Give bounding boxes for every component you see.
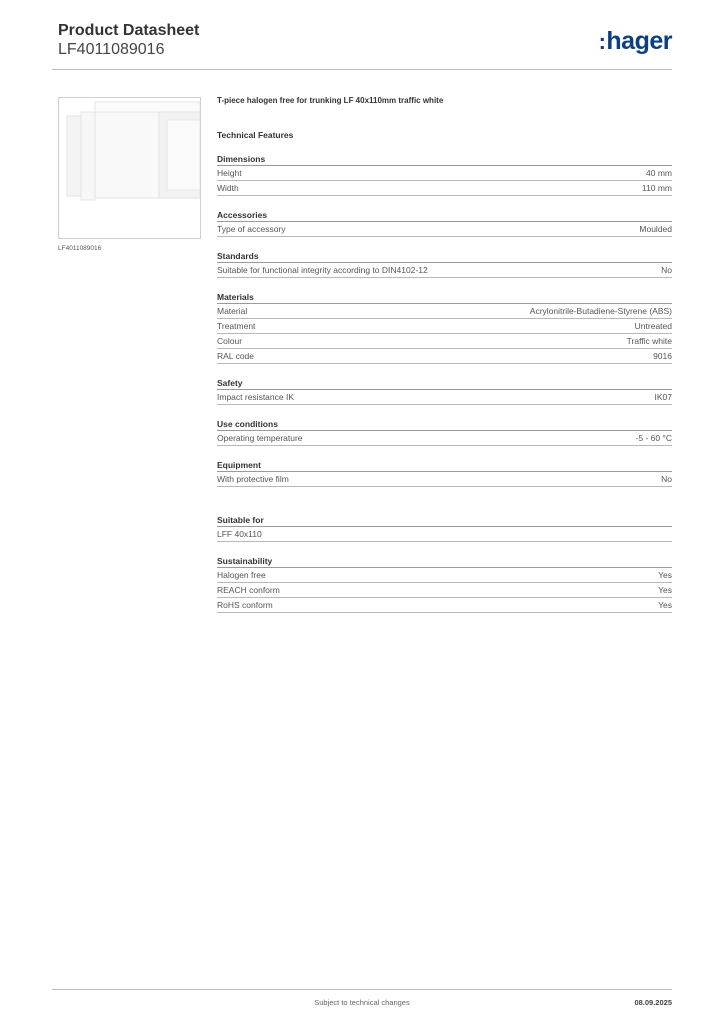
spec-row xyxy=(217,431,672,446)
spec-row xyxy=(217,166,672,181)
spec-label: Operating temperature xyxy=(217,433,303,443)
t-piece-illustration xyxy=(59,98,200,238)
spec-group-use-conditions xyxy=(217,419,672,446)
footer-date: 08.09.2025 xyxy=(634,998,672,1007)
brand-logo: :hager xyxy=(598,27,672,55)
spec-row xyxy=(217,263,672,278)
spec-label: Colour xyxy=(217,336,243,346)
product-name: T-piece halogen free for trunking LF 40x110mm traffic white xyxy=(217,96,444,105)
spec-group-title: Use conditions xyxy=(217,419,672,431)
spec-value: Yes xyxy=(658,585,672,595)
spec-label: RoHS conform xyxy=(217,600,273,610)
spec-label: Width xyxy=(217,183,239,193)
spec-row xyxy=(217,472,672,487)
spec-group-accessories xyxy=(217,210,672,237)
spec-row xyxy=(217,568,672,583)
product-reference: LF4011089016 xyxy=(58,41,165,58)
footer-note: Subject to technical changes xyxy=(314,998,410,1007)
spec-group-suitable-for xyxy=(217,515,672,542)
spec-row xyxy=(217,304,672,319)
spec-group-dimensions xyxy=(217,154,672,196)
spec-label: Material xyxy=(217,306,248,316)
spec-row xyxy=(217,349,672,364)
spec-label: Halogen free xyxy=(217,570,266,580)
spec-row xyxy=(217,334,672,349)
spec-label: REACH conform xyxy=(217,585,280,595)
product-details xyxy=(217,96,672,613)
image-caption: LF4011089016 xyxy=(58,245,102,252)
page-title: Product Datasheet xyxy=(58,22,200,39)
product-image xyxy=(58,97,201,239)
spec-value: -5 - 60 °C xyxy=(635,433,672,443)
spec-value: Yes xyxy=(658,570,672,580)
spec-row xyxy=(217,527,672,542)
spec-row xyxy=(217,390,672,405)
spec-label: Impact resistance IK xyxy=(217,392,295,402)
spec-group-title: Equipment xyxy=(217,460,672,472)
spec-value: Untreated xyxy=(634,321,672,331)
spec-label: With protective film xyxy=(217,474,289,484)
spec-row xyxy=(217,583,672,598)
spec-group-title: Standards xyxy=(217,251,672,263)
spec-label: Treatment xyxy=(217,321,256,331)
spec-group-title: Dimensions xyxy=(217,154,672,166)
spec-row xyxy=(217,222,672,237)
spec-group-title: Accessories xyxy=(217,210,672,222)
spec-group-title: Suitable for xyxy=(217,515,672,527)
spec-label: Suitable for functional integrity according to DIN4102-12 xyxy=(217,265,428,275)
spec-group-sustainability xyxy=(217,556,672,613)
spec-value: No xyxy=(661,474,672,484)
spec-group-standards xyxy=(217,251,672,278)
header-divider xyxy=(52,69,672,70)
spec-value: No xyxy=(661,265,672,275)
spec-label: Type of accessory xyxy=(217,224,286,234)
spec-label: RAL code xyxy=(217,351,255,361)
spec-row xyxy=(217,319,672,334)
spec-group-title: Sustainability xyxy=(217,556,672,568)
spec-value: Moulded xyxy=(639,224,672,234)
spec-value: Traffic white xyxy=(626,336,672,346)
spec-group-title: Materials xyxy=(217,292,672,304)
brand-logo-text: hager xyxy=(606,27,672,55)
spec-value: 9016 xyxy=(653,351,672,361)
spec-value: Yes xyxy=(658,600,672,610)
spec-group-equipment xyxy=(217,460,672,487)
spec-group-materials xyxy=(217,292,672,364)
spec-row xyxy=(217,181,672,196)
spec-value: 40 mm xyxy=(646,168,672,178)
spec-value: 110 mm xyxy=(641,183,672,193)
spec-value: Acrylonitrile-Butadiene-Styrene (ABS) xyxy=(529,306,672,316)
spec-group-title: Safety xyxy=(217,378,672,390)
spec-group-safety xyxy=(217,378,672,405)
spec-row xyxy=(217,598,672,613)
spec-label: Height xyxy=(217,168,242,178)
header xyxy=(58,22,199,59)
spec-value: IK07 xyxy=(654,392,672,402)
footer-divider xyxy=(52,989,672,990)
spec-label: LFF 40x110 xyxy=(217,529,262,539)
technical-features-heading: Technical Features xyxy=(217,130,294,140)
